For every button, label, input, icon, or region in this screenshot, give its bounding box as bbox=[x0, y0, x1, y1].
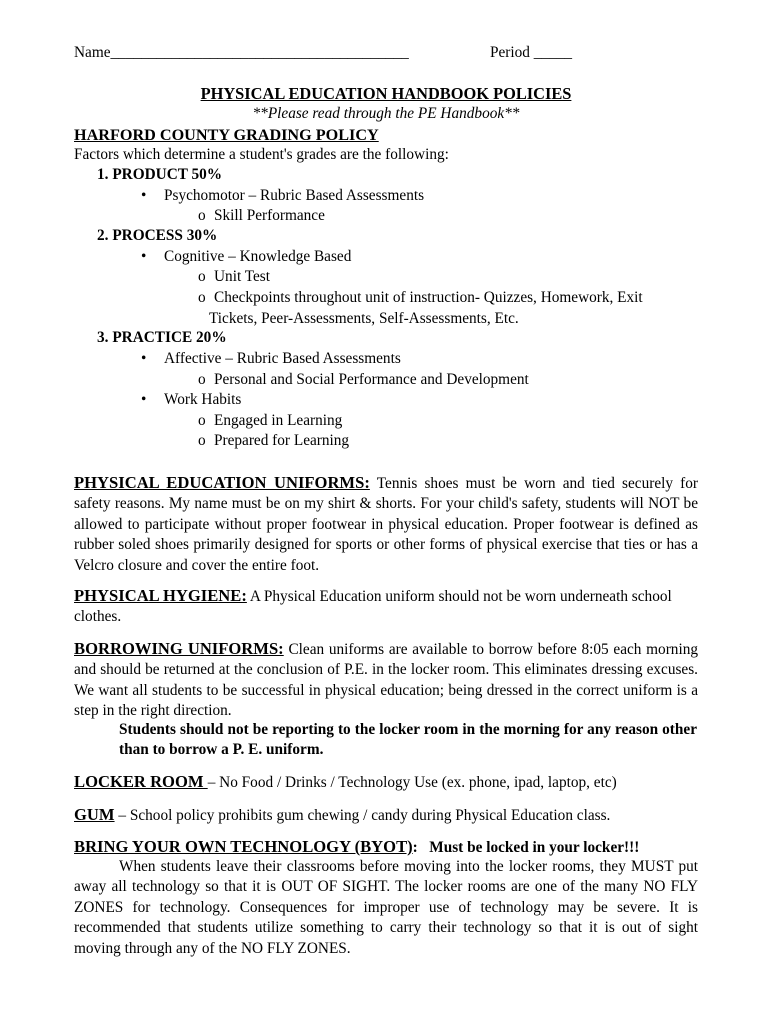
grading-sub: Personal and Social Performance and Development bbox=[214, 371, 529, 388]
bullet-icon: • bbox=[141, 350, 147, 367]
byot-warning: Must be locked in your locker!!! bbox=[429, 839, 640, 856]
grading-bullet: Work Habits bbox=[164, 391, 242, 408]
borrowing-heading: BORROWING UNIFORMS: bbox=[74, 639, 284, 658]
grading-bullet: Cognitive – Knowledge Based bbox=[164, 248, 352, 265]
borrowing-text: Clean uniforms are available to borrow before 8:05 each morning and should be returned at the conclusion of P.E. in the locker room. This eliminates dressing excuses. We want all students to be successful in physical education; being dressed in the correct uniform is a step in the right direction. bbox=[74, 641, 698, 720]
bullet-icon: • bbox=[141, 391, 147, 408]
grading-item-3: 3. PRACTICE 20% bbox=[97, 329, 227, 346]
grading-sub: Checkpoints throughout unit of instruction- Quizzes, Homework, Exit bbox=[214, 289, 643, 306]
period-line bbox=[490, 43, 572, 63]
byot-heading: BRING YOUR OWN TECHNOLOGY (BYOT) bbox=[74, 837, 413, 856]
grading-sub: Engaged in Learning bbox=[214, 412, 343, 429]
grading-bullet: Affective – Rubric Based Assessments bbox=[164, 350, 401, 367]
bullet-icon: • bbox=[141, 248, 147, 265]
locker-heading: LOCKER ROOM bbox=[74, 772, 208, 791]
grading-bullet: Psychomotor – Rubric Based Assessments bbox=[164, 187, 425, 204]
grading-sub: Unit Test bbox=[214, 268, 271, 285]
byot-text: When students leave their classrooms before moving into the locker rooms, they MUST put away all technology so that it is OUT OF SIGHT. The locker rooms are one of the many NO FLY ZONES for technology. Consequences for improper use of technology may be severe. It is recommended that students utilize something to carry their technology so that it is out of sight moving through any of the NO FLY ZONES. bbox=[74, 858, 698, 957]
circle-icon: o bbox=[198, 371, 206, 388]
grading-heading: HARFORD COUNTY GRADING POLICY bbox=[74, 126, 379, 144]
hygiene-section bbox=[74, 586, 698, 628]
grading-sub: Skill Performance bbox=[214, 207, 325, 224]
period-blank: _____ bbox=[533, 44, 573, 61]
byot-section bbox=[74, 837, 698, 858]
circle-icon: o bbox=[198, 207, 206, 224]
name-blank: _______________________________________ bbox=[110, 44, 409, 61]
grading-sub-cont: Tickets, Peer-Assessments, Self-Assessments, Etc. bbox=[209, 310, 519, 327]
gum-heading: GUM bbox=[74, 805, 115, 824]
circle-icon: o bbox=[198, 432, 206, 449]
gum-text: – School policy prohibits gum chewing / candy during Physical Education class. bbox=[114, 807, 611, 824]
locker-text: – No Food / Drinks / Technology Use (ex. phone, ipad, laptop, etc) bbox=[207, 774, 617, 791]
uniforms-heading: PHYSICAL EDUCATION UNIFORMS: bbox=[74, 473, 370, 492]
circle-icon: o bbox=[198, 289, 206, 306]
grading-item-2: 2. PROCESS 30% bbox=[97, 227, 218, 244]
borrowing-note: Students should not be reporting to the locker room in the morning for any reason other than to borrow a P. E. uniform. bbox=[119, 721, 697, 759]
name-line bbox=[74, 43, 409, 63]
grading-item-1: 1. PRODUCT 50% bbox=[97, 166, 223, 183]
grading-intro: Factors which determine a student's grades are the following: bbox=[74, 146, 449, 163]
page-title: PHYSICAL EDUCATION HANDBOOK POLICIES bbox=[200, 84, 572, 103]
gum-section bbox=[74, 805, 698, 826]
uniforms-text: Tennis shoes must be worn and tied securely for safety reasons. My name must be on my shirt & shorts. For your child's safety, students will NOT be allowed to participate without proper footwear in physical education. Proper footwear is defined as rubber soled shoes primarily designed for sports or other forms of physical exercise that ties or has a Velcro closure and cover the entire foot. bbox=[74, 475, 698, 574]
byot-colon: : bbox=[412, 839, 418, 856]
hygiene-text: A Physical Education uniform should not be worn underneath school clothes. bbox=[74, 588, 672, 626]
name-label: Name bbox=[74, 44, 111, 61]
page-subtitle: **Please read through the PE Handbook** bbox=[252, 105, 520, 122]
bullet-icon: • bbox=[141, 187, 147, 204]
borrowing-section bbox=[74, 639, 698, 722]
circle-icon: o bbox=[198, 268, 206, 285]
locker-section bbox=[74, 772, 698, 793]
hygiene-heading: PHYSICAL HYGIENE: bbox=[74, 586, 247, 605]
circle-icon: o bbox=[198, 412, 206, 429]
grading-sub: Prepared for Learning bbox=[214, 432, 350, 449]
uniforms-section bbox=[74, 473, 698, 576]
period-label: Period bbox=[490, 44, 530, 61]
